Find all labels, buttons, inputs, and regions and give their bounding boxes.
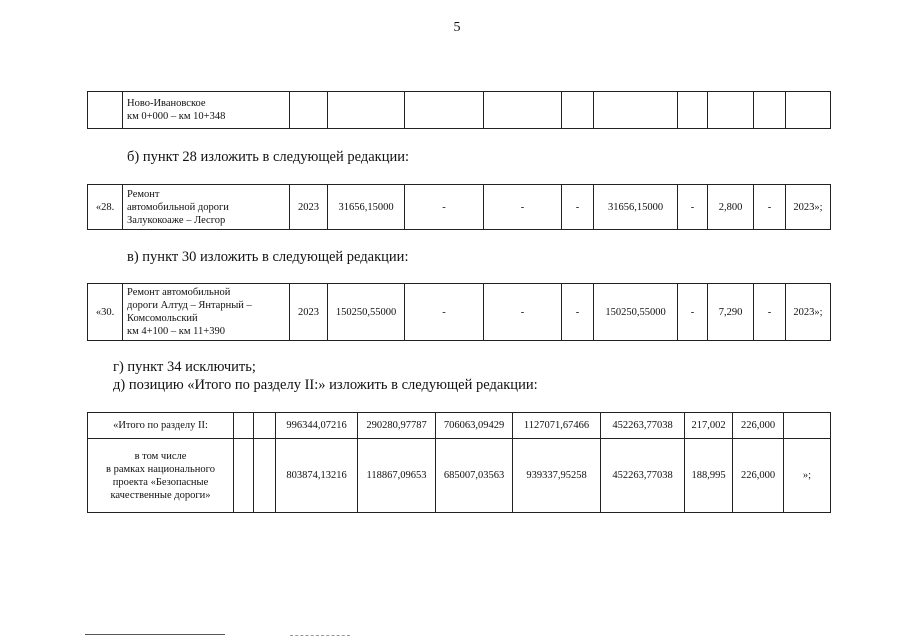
cell-total: 31656,15000 [328,185,405,230]
cell-length: 2,800 [708,185,754,230]
cell [678,92,708,129]
cell-value: 118867,09653 [358,439,436,513]
cell [784,413,831,439]
cell [234,439,254,513]
cell-value: 188,995 [685,439,733,513]
cell-object-name [123,185,290,230]
cell-value: 217,002 [685,413,733,439]
cell-value: 226,000 [733,439,784,513]
cell-row-label: «Итого по разделу II: [88,413,234,439]
object-name-line: автомобильной дороги [127,201,229,213]
object-name-line: Залукокоаже – Лесгор [127,214,226,226]
cell-value: - [754,185,786,230]
table-row [88,413,831,439]
table-item-30 [87,283,831,341]
object-name-line: дороги Алтуд – Янтарный – [127,300,252,311]
cell-value: 452263,77038 [601,413,685,439]
table-continuation [87,91,831,129]
footer-rule [85,634,225,635]
cell [562,92,594,129]
footer-scan-artifact [290,635,350,636]
paragraph-g: г) пункт 34 исключить; [113,359,256,375]
cell-number: «28. [88,185,123,230]
cell-value: 226,000 [733,413,784,439]
cell-number: «30. [88,284,123,341]
row-label-line: качественные дороги» [110,489,211,501]
cell-value: - [678,185,708,230]
table-row [88,92,831,129]
object-name-line: км 0+000 – км 10+348 [127,111,226,122]
cell-length: 7,290 [708,284,754,341]
object-name-line: Ново-Ивановское [127,98,206,109]
paragraph-v: в) пункт 30 изложить в следующей редакции: [127,249,409,265]
cell-value: - [562,284,594,341]
cell-value: - [405,185,484,230]
cell [254,413,276,439]
table-item-28 [87,184,831,230]
cell-end-year: 2023»; [786,284,831,341]
paragraph-b: б) пункт 28 изложить в следующей редакции: [127,149,409,165]
page-number: 5 [453,20,461,35]
cell-end-year: 2023»; [786,185,831,230]
cell-value: 803874,13216 [276,439,358,513]
cell-value: - [484,284,562,341]
cell [328,92,405,129]
table-row [88,284,831,341]
paragraph-d: д) позицию «Итого по разделу II:» изложить в следующей редакции: [113,377,538,393]
cell-value: 290280,97787 [358,413,436,439]
cell-year: 2023 [290,284,328,341]
row-label-line: проекта «Безопасные [112,476,209,488]
cell [290,92,328,129]
row-label-line: в том числе [134,450,187,462]
cell-row-label [88,439,234,513]
cell-value: - [678,284,708,341]
cell [754,92,786,129]
cell [405,92,484,129]
object-name-line: Ремонт автомобильной [127,287,231,298]
cell [708,92,754,129]
cell-year: 2023 [290,185,328,230]
table-row [88,439,831,513]
cell [594,92,678,129]
cell-value: 452263,77038 [601,439,685,513]
cell-value: - [405,284,484,341]
cell-value: - [562,185,594,230]
object-name-line: Ремонт [127,188,160,200]
cell-total: 150250,55000 [328,284,405,341]
cell-value: - [484,185,562,230]
row-label-line: в рамках национального [106,463,215,475]
cell [786,92,831,129]
table-row [88,185,831,230]
cell-value: 685007,03563 [436,439,513,513]
cell-object-name [123,92,290,129]
cell-number [88,92,123,129]
cell-value: 939337,95258 [513,439,601,513]
cell-value: 706063,09429 [436,413,513,439]
cell-value: 31656,15000 [594,185,678,230]
cell [234,413,254,439]
cell-value: 150250,55000 [594,284,678,341]
object-name-line: км 4+100 – км 11+390 [127,326,225,337]
cell [254,439,276,513]
cell-object-name [123,284,290,341]
cell-value: - [754,284,786,341]
cell-value: 1127071,67466 [513,413,601,439]
cell-closing-mark: »; [784,439,831,513]
object-name-line: Комсомольский [127,313,198,324]
cell [484,92,562,129]
table-section-total [87,412,831,513]
cell-value: 996344,07216 [276,413,358,439]
